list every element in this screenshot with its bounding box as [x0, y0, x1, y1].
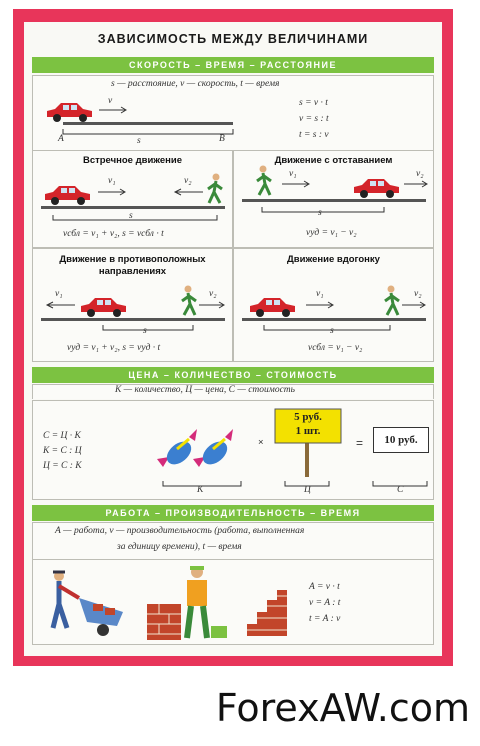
brick-stack-icon [247, 590, 287, 636]
work-legend-box [32, 522, 434, 559]
v1-label: v₁ [108, 176, 116, 186]
case-heading: Движение вдогонку [287, 254, 380, 265]
arrow-right-icon [306, 302, 336, 308]
price-legend: К — количество, Ц — цена, С — стоимость [115, 385, 295, 395]
car-icon [352, 176, 402, 198]
pedestrian-icon [380, 285, 402, 317]
price-label: Ц [304, 485, 311, 495]
equals-sign: = [356, 436, 364, 450]
point-a-label: A [58, 134, 64, 144]
case-heading: Движение в противоположных направлениях [59, 254, 206, 277]
case-heading: Движение с отставанием [274, 155, 393, 166]
work-band: РАБОТА – ПРОИЗВОДИТЕЛЬНОСТЬ – ВРЕМЯ [32, 505, 434, 521]
arrow-right-icon [99, 107, 129, 113]
times-sign: × [258, 437, 264, 448]
price-legend-box [32, 384, 434, 399]
road-line [63, 122, 233, 125]
bricklayer-icon [145, 564, 235, 642]
motion-legend: s — расстояние, v — скорость, t — время [111, 79, 280, 89]
sign-price-line: 5 руб. [294, 411, 322, 423]
distance-bracket [53, 215, 219, 221]
formula-s: s = v · t [299, 98, 328, 108]
v1-label: v₁ [316, 289, 324, 299]
work-legend-line1: А — работа, v — производительность (работа, выполненная [55, 526, 305, 536]
case-heading: Встречное движение [82, 155, 183, 166]
page-title: ЗАВИСИМОСТЬ МЕЖДУ ВЕЛИЧИНАМИ [97, 32, 369, 46]
road-line [41, 206, 225, 209]
distance-label: s [137, 136, 141, 146]
motion-intro-box [32, 75, 434, 151]
distance-label: s [330, 326, 334, 336]
work-box [32, 559, 434, 645]
formula-quantity: К = С : Ц [43, 446, 82, 456]
road-line [242, 199, 426, 202]
total-cost-box: 10 руб. [373, 427, 429, 453]
watermark-text: ForexAW.com [215, 686, 470, 730]
case-formula: vуд = v₁ − v₂ [306, 228, 357, 238]
arrow-right-icon [402, 302, 428, 308]
formula-productivity: v = A : t [309, 598, 341, 608]
distance-bracket [264, 325, 392, 331]
arrow-right-icon [199, 302, 227, 308]
distance-label: s [318, 208, 322, 218]
road-line [41, 318, 225, 321]
distance-bracket [63, 129, 235, 135]
car-icon [45, 100, 95, 122]
candy-icon [153, 417, 249, 477]
worker-with-barrow-icon [43, 568, 133, 640]
point-b-label: B [219, 134, 225, 144]
work-legend-line2: за единицу времени), t — время [117, 542, 242, 552]
sign-unit-line: 1 шт. [295, 425, 321, 437]
formula-t: t = s : v [299, 130, 329, 140]
car-icon [248, 295, 298, 317]
price-band: ЦЕНА – КОЛИЧЕСТВО – СТОИМОСТЬ [32, 367, 434, 383]
arrow-left-icon [45, 302, 75, 308]
quantity-label: К [197, 485, 204, 495]
arrow-right-icon [98, 189, 128, 195]
case-formula: vсбл = v₁ − v₂ [308, 343, 363, 353]
pedestrian-icon [252, 165, 274, 197]
case-formula: vсбл = v₁ + v₂, s = vсбл · t [63, 229, 164, 239]
distance-bracket [103, 325, 195, 331]
speed-label: v [108, 96, 113, 106]
case-opposite [32, 248, 233, 362]
formula-time: t = A : v [309, 614, 341, 624]
formula-price: Ц = С : К [43, 461, 82, 471]
distance-label: s [129, 211, 133, 221]
arrow-right-icon [282, 181, 312, 187]
v2-label: v₂ [414, 289, 422, 299]
price-box [32, 400, 434, 500]
distance-label: s [143, 326, 147, 336]
v2-label: v₂ [184, 176, 192, 186]
motion-band: СКОРОСТЬ – ВРЕМЯ – РАССТОЯНИЕ [32, 57, 434, 73]
v1-label: v₁ [55, 289, 63, 299]
formula-v: v = s : t [299, 114, 329, 124]
pedestrian-icon [205, 173, 227, 205]
case-formula: vуд = v₁ + v₂, s = vуд · t [67, 343, 161, 353]
case-pursuit [233, 248, 434, 362]
case-lagging [233, 150, 434, 248]
arrow-left-icon [173, 189, 203, 195]
cost-label: С [397, 485, 404, 495]
distance-bracket [262, 207, 386, 213]
poster-sheet [24, 22, 442, 656]
v1-label: v₁ [289, 169, 297, 179]
road-line [242, 318, 426, 321]
v2-label: v₂ [416, 169, 424, 179]
case-oncoming [32, 150, 233, 248]
formula-cost: С = Ц · К [43, 431, 81, 441]
car-icon [43, 183, 93, 205]
arrow-right-icon [404, 181, 430, 187]
pedestrian-icon [177, 285, 199, 317]
car-icon [79, 295, 129, 317]
formula-work: A = v · t [309, 582, 340, 592]
v2-label: v₂ [209, 289, 217, 299]
